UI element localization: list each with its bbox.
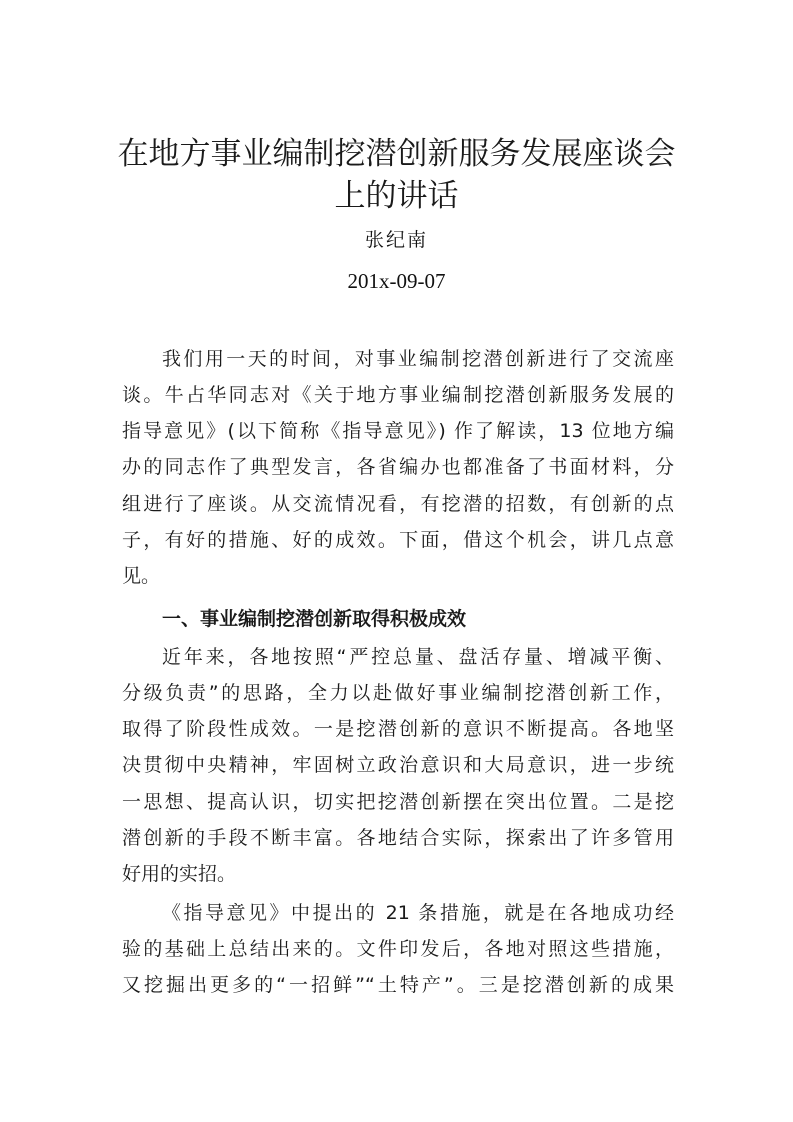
section-paragraph-1-line-1: 近年来，各地按照“严控总量、盘活存量、增减平衡、 <box>162 646 674 668</box>
paragraph-1-line-6: 子，有好的措施、好的成效。下面，借这个机会，讲几点意 <box>122 529 674 551</box>
section-paragraph-2-line-1: 《指导意见》中提出的 21 条措施，就是在各地成功经 <box>162 902 674 924</box>
section-paragraph-1-line-7: 好用的实招。 <box>122 863 237 885</box>
paragraph-1-line-7: 见。 <box>122 565 161 587</box>
paragraph-1-line-3: 指导意见》(以下简称《指导意见》) 作了解读，13 位地方编 <box>122 420 674 442</box>
paragraph-1-line-1: 我们用一天的时间，对事业编制挖潜创新进行了交流座 <box>162 348 674 370</box>
document-title-line-1: 在地方事业编制挖潜创新服务发展座谈会 <box>117 136 676 172</box>
section-paragraph-1-line-4: 决贯彻中央精神，牢固树立政治意识和大局意识，进一步统 <box>122 754 674 776</box>
section-paragraph-1-line-5: 一思想、提高认识，切实把挖潜创新摆在突出位置。二是挖 <box>122 791 674 813</box>
paragraph-1-line-4: 办的同志作了典型发言，各省编办也都准备了书面材料，分 <box>122 456 674 478</box>
section-paragraph-2-line-2: 验的基础上总结出来的。文件印发后，各地对照这些措施， <box>122 938 674 960</box>
document-date: 201x-09-07 <box>347 269 446 293</box>
section-heading-1: 一、事业编制挖潜创新取得积极成效 <box>162 608 467 630</box>
paragraph-1-line-2: 谈。牛占华同志对《关于地方事业编制挖潜创新服务发展的 <box>122 384 674 406</box>
section-paragraph-1-line-2: 分级负责”的思路，全力以赴做好事业编制挖潜创新工作， <box>122 682 674 704</box>
section-paragraph-1-line-3: 取得了阶段性成效。一是挖潜创新的意识不断提高。各地坚 <box>122 718 674 740</box>
section-paragraph-2-line-3: 又挖掘出更多的“一招鲜”“土特产”。三是挖潜创新的成果 <box>122 974 674 996</box>
section-paragraph-1-line-6: 潜创新的手段不断丰富。各地结合实际，探索出了许多管用 <box>122 827 674 849</box>
paragraph-1-line-5: 组进行了座谈。从交流情况看，有挖潜的招数，有创新的点 <box>122 493 674 515</box>
author-name: 张纪南 <box>364 229 428 251</box>
document-title-line-2: 上的讲话 <box>334 178 459 214</box>
